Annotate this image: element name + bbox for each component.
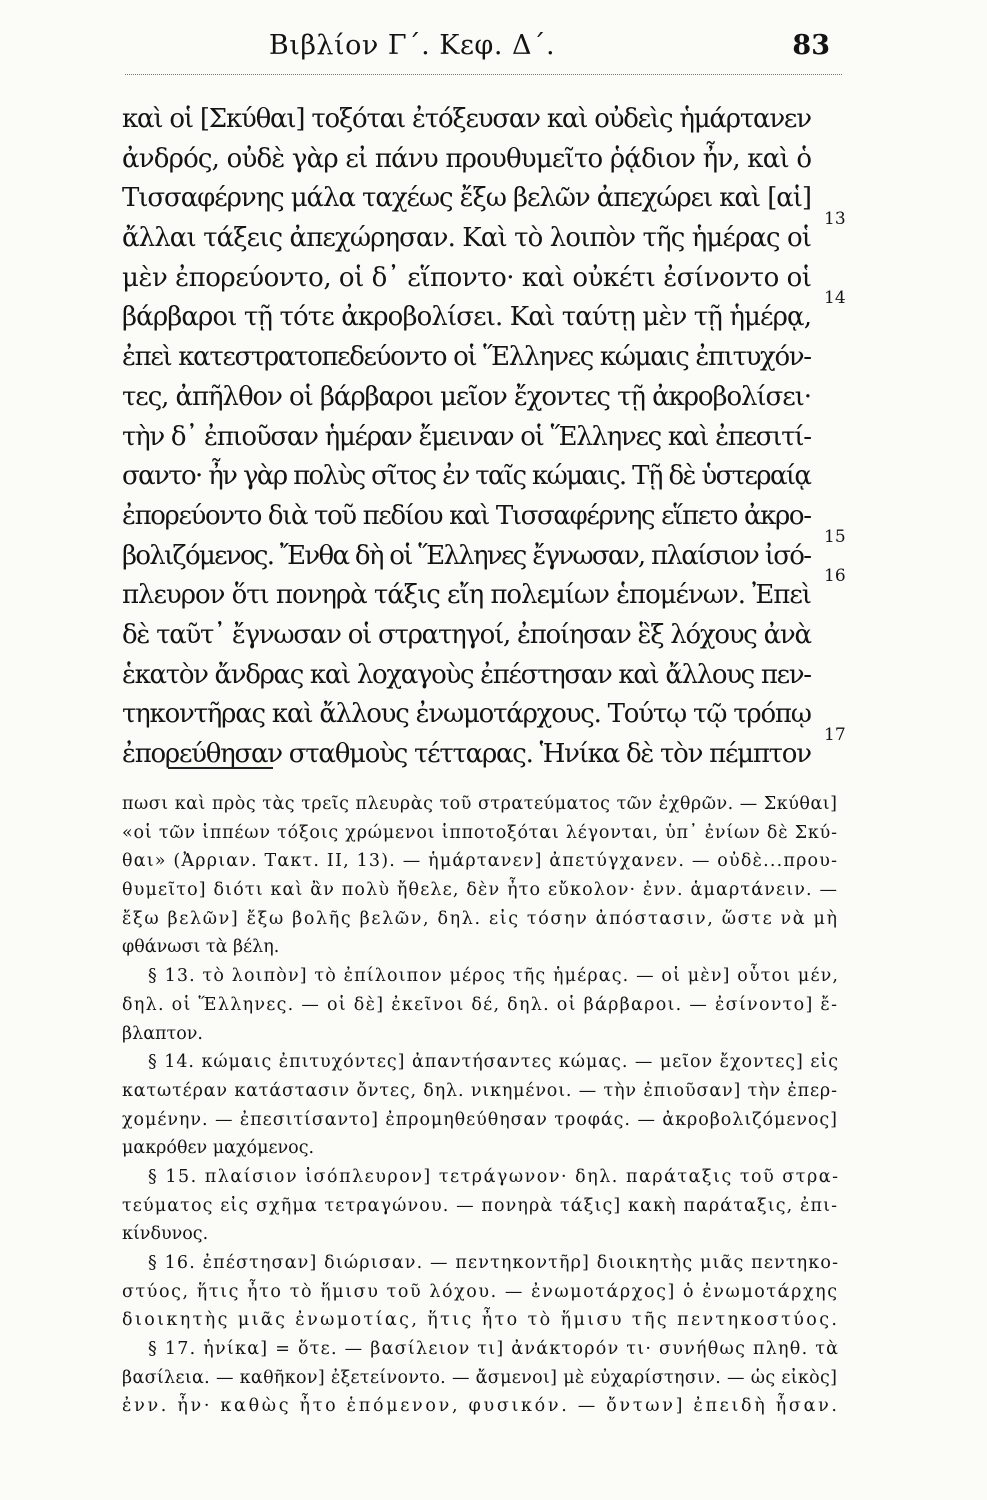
footnote-line: § 14. κώμαις ἐπιτυχόντες] ἀπαντήσαντες κώμας. — μεῖον ἔχοντες] εἰς [148,1052,839,1073]
main-text-line [122,100,842,140]
main-text-line-text: ἑκατὸν ἄνδρας καὶ λοχαγοὺς ἐπέστησαν καὶ ἄλλους πεν- [122,659,811,690]
footnote-line: ἐνν. ἦν· καθὼς ἦτο ἑπόμενον, φυσικόν. — ὄντων] ἐπειδὴ ἦσαν. [122,1396,840,1417]
main-text-line-text: καὶ οἱ [Σκύθαι] τοξόται ἐτόξευσαν καὶ οὐδεὶς ἡμάρτανεν [122,104,811,134]
footnote-line: § 16. ἐπέστησαν] διώρισαν. — πεντηκοντῆρ] διοικητὴς μιᾶς πεντηκο- [148,1253,840,1273]
footnote-line: διοικητὴς μιᾶς ἐνωμοτίας, ἥτις ἦτο τὸ ἥμισυ τῆς πεντηκοστύος. [122,1310,840,1331]
main-text-line [122,656,842,696]
main-text-line-text: Τισσαφέρνης μάλα ταχέως ἔξω βελῶν ἀπεχώρει καὶ [αἱ] [122,183,811,214]
main-text-line-text: μὲν ἐπορεύοντο, οἱ δ᾽ εἵποντο· καὶ οὐκέτι ἐσίνοντο οἱ [122,262,812,293]
main-text-line [122,566,846,616]
footnote-line: «οἱ τῶν ἱππέων τόξοις χρώμενοι ἱπποτοξόται λέγονται, ὑπ᾽ ἐνίων δὲ Σκύ- [122,822,838,843]
footnote-line: § 13. τὸ λοιπὸν] τὸ ἐπίλοιπον μέρος τῆς ἡμέρας. — οἱ μὲν] οὗτοι μέν, [148,966,840,987]
page-header [0,30,987,74]
main-text-line [122,695,842,735]
main-text-line [122,209,846,259]
header-rule [125,74,842,75]
main-text-line-text: ἐπορεύθησαν σταθμοὺς τέτταρας. Ἡνίκα δὲ τὸν πέμπτον [122,739,811,769]
running-title: Βιβλίον Γ΄. Κεφ. Δ΄. [268,30,556,61]
footnote-line: βλαπτον. [122,1023,203,1044]
footnote-line: φθάνωσι τὰ βέλη. [122,937,280,958]
main-text-line [122,418,842,458]
main-text-line-text: ἐπορεύοντο διὰ τοῦ πεδίου καὶ Τισσαφέρνης εἵπετο ἀκρο- [122,500,811,531]
main-text-line [122,497,842,537]
main-text-line-text: δὲ ταῦτ᾽ ἔγνωσαν οἱ στρατηγοί, ἐποίησαν ἓξ λόχους ἀνὰ [122,619,811,650]
footnote-rule [168,767,273,769]
section-number: 14 [824,288,846,309]
footnote-line: § 15. πλαίσιον ἰσόπλευρον] τετράγωνον· δηλ. παράταξις τοῦ στρα- [148,1166,840,1187]
main-text-line [122,378,842,418]
page-number: 83 [792,30,830,61]
main-text-line-text: τες, ἀπῆλθον οἱ βάρβαροι μεῖον ἔχοντες τῇ ἀκροβολίσει· [122,381,811,412]
footnote-line: μακρόθεν μαχόμενος. [122,1138,315,1159]
main-text-line [122,140,842,180]
main-text-line [122,288,846,338]
main-text-line-text: ἐπεὶ κατεστρατοπεδεύοντο οἱ Ἕλληνες κώμαις ἐπιτυχόν- [122,342,811,373]
footnote-line: κίνδυνος. [122,1224,209,1245]
main-text [122,100,846,775]
main-text-line-text: βάρβαροι τῇ τότε ἀκροβολίσει. Καὶ ταύτῃ μὲν τῇ ἡμέρᾳ, [122,302,812,333]
footnote-line: στύος, ἥτις ἦτο τὸ ἥμισυ τοῦ λόχου. — ἐνωμοτάρχος] ὁ ἐνωμοτάρχης [122,1281,839,1302]
main-text-line-text: τὴν δ᾽ ἐπιοῦσαν ἡμέραν ἔμειναν οἱ Ἕλληνες καὶ ἐπεσιτί- [122,421,811,452]
section-number: 15 [824,526,846,547]
main-text-line-text: τηκοντῆρας καὶ ἄλλους ἐνωμοτάρχους. Τούτῳ τῷ τρόπῳ [122,699,811,730]
section-number: 16 [824,566,846,587]
footnote-line: βασίλεια. — καθῆκον] ἐξετείνοντο. — ἄσμενοι] μὲ εὐχαρίστησιν. — ὡς εἰκὸς] [122,1367,838,1388]
section-number: 13 [824,209,846,230]
main-text-line-text: ἄλλαι τάξεις ἀπεχώρησαν. Καὶ τὸ λοιπὸν τῆς ἡμέρας οἱ [122,223,812,254]
footnote-line: θαι» (Ἀρριαν. Τακτ. II, 13). — ἡμάρτανεν] ἀπετύγχανεν. — οὐδὲ...πρου- [122,851,839,872]
footnote-line: πωσι καὶ πρὸς τὰς τρεῖς πλευρὰς τοῦ στρατεύματος τῶν ἐχθρῶν. — Σκύθαι] [122,794,838,814]
footnote-line: χομένην. — ἐπεσιτίσαντο] ἐπρομηθεύθησαν τροφάς. — ἀκροβολιζόμενος] [122,1109,838,1130]
main-text-line [122,457,842,497]
section-number: 17 [824,725,846,745]
footnote-line: δηλ. οἱ Ἕλληνες. — οἱ δὲ] ἐκεῖνοι δέ, δηλ. οἱ βάρβαροι. — ἐσίνοντο] ἔ- [122,994,839,1015]
footnote-line: § 17. ἡνίκα] = ὅτε. — βασίλειον τι] ἀνάκτορόν τι· συνήθως πληθ. τὰ [148,1339,840,1360]
main-text-line [122,179,842,219]
main-text-line [122,259,842,299]
main-text-line-text: πλευρον ὅτι πονηρὰ τάξις εἴη πολεμίων ἑπομένων. Ἐπεὶ [122,580,811,611]
footnote-line: ἔξω βελῶν] ἔξω βολῆς βελῶν, δηλ. εἰς τόσην ἀπόστασιν, ὥστε νὰ μὴ [122,908,839,929]
footnote-line: θυμεῖτο] διότι καὶ ἂν πολὺ ἤθελε, δὲν ἦτο εὔκολον· ἐνν. ἁμαρτάνειν. — [122,880,839,901]
main-text-line [122,616,842,656]
main-text-line-text: σαντο· ἦν γὰρ πολὺς σῖτος ἐν ταῖς κώμαις. Τῇ δὲ ὑστεραίᾳ [122,461,811,492]
footnote-line: τεύματος εἰς σχῆμα τετραγώνου. — πονηρὰ τάξις] κακὴ παράταξις, ἐπι- [122,1195,839,1216]
main-text-line [122,338,842,378]
footnotes [122,790,842,1421]
footnote-line: κατωτέραν κατάστασιν ὄντες, δηλ. νικημένοι. — τὴν ἐπιοῦσαν] τὴν ἐπερ- [122,1080,838,1101]
main-text-line-text: βολιζόμενος. Ἔνθα δὴ οἱ Ἕλληνες ἔγνωσαν, πλαίσιον ἰσό- [122,540,811,571]
main-text-line-text: ἀνδρός, οὐδὲ γὰρ εἰ πάνυ προυθυμεῖτο ῥᾴδιον ἦν, καὶ ὁ [122,143,812,174]
